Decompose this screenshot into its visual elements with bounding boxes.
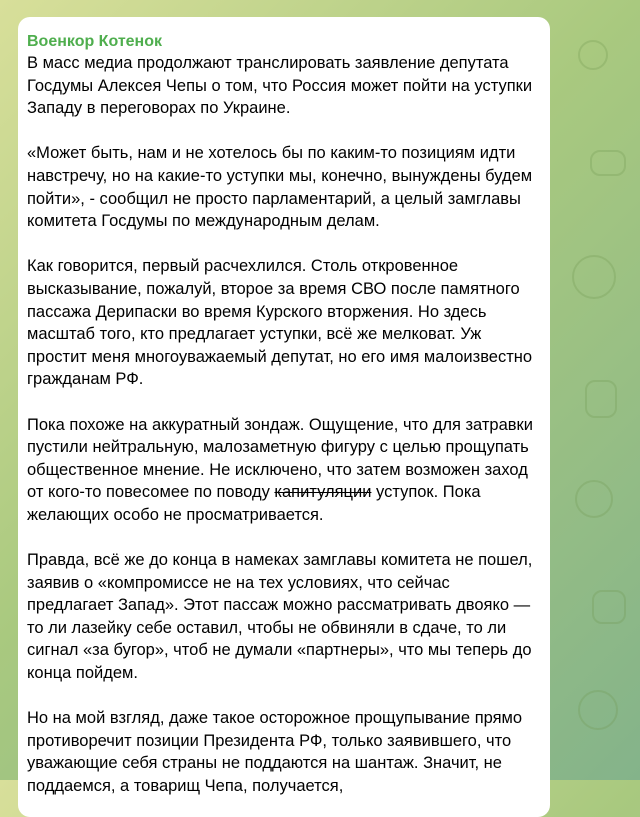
message-bubble[interactable] <box>18 17 550 817</box>
message-paragraph: Как говорится, первый расчехлился. Столь откровенное высказывание, пожалуй, второе за время СВО после памятного пассажа Дерипаски во время Курского вторжения. Но здесь масштаб того, кто предлагает уступки, всё же мелковат. Уж простит меня многоуважаемый депутат, но его имя малоизвестно гражданам РФ. <box>27 257 533 389</box>
background-doodle <box>572 255 616 299</box>
paragraph-text: Пока похоже на аккуратный зондаж. Ощущение, что для затравки пустили нейтральную, малозаметную фигуру с целью прощупать общественное мнение. Не исключено, что затем возможен заход от кого-то повесомее по поводу <box>27 415 533 502</box>
message-paragraph: Но на мой взгляд, даже такое осторожное прощупывание прямо противоречит позиции Президента РФ, только заявившего, что уважающие себя страны не поддаются на шантаж. Значит, не поддаемся, а товарищ Чепа, получается, <box>27 709 523 795</box>
message-paragraph: Правда, всё же до конца в намеках замглавы комитета не пошел, заявив о «компромиссе не на тех условиях, что сейчас предлагает Запад». Этот пассаж можно рассматривать двояко — то ли лазейку себе оставил, чтобы не обвиняли в сдаче, то ли сигнал «за бугор», чтоб не думали «партнеры», что мы теперь до конца пойдем. <box>27 551 533 683</box>
background-doodle <box>590 150 626 176</box>
message-paragraph: «Может быть, нам и не хотелось бы по каким-то позициям идти навстречу, но на какие-то уступки мы, конечно, вынуждены будем пойти», - сообщил не просто парламентарий, а целый замглавы комитета Госдумы по международным делам. <box>27 144 533 231</box>
background-doodle <box>578 690 618 730</box>
paragraph-text: уступок. Пока желающих особо не просматривается. <box>27 483 481 524</box>
background-doodle <box>585 380 617 418</box>
background-doodle <box>575 480 613 518</box>
message-paragraph: В масс медиа продолжают транслировать заявление депутата Госдумы Алексея Чепы о том, что Россия может пойти на уступки Западу в переговорах по Украине. <box>27 54 533 118</box>
message-paragraph <box>27 414 536 527</box>
message-text <box>27 52 536 798</box>
sender-name[interactable]: Военкор Котенок <box>27 33 162 50</box>
background-doodle <box>578 40 608 70</box>
background-doodle <box>592 590 626 624</box>
struck-word: капитуляции <box>274 483 372 502</box>
